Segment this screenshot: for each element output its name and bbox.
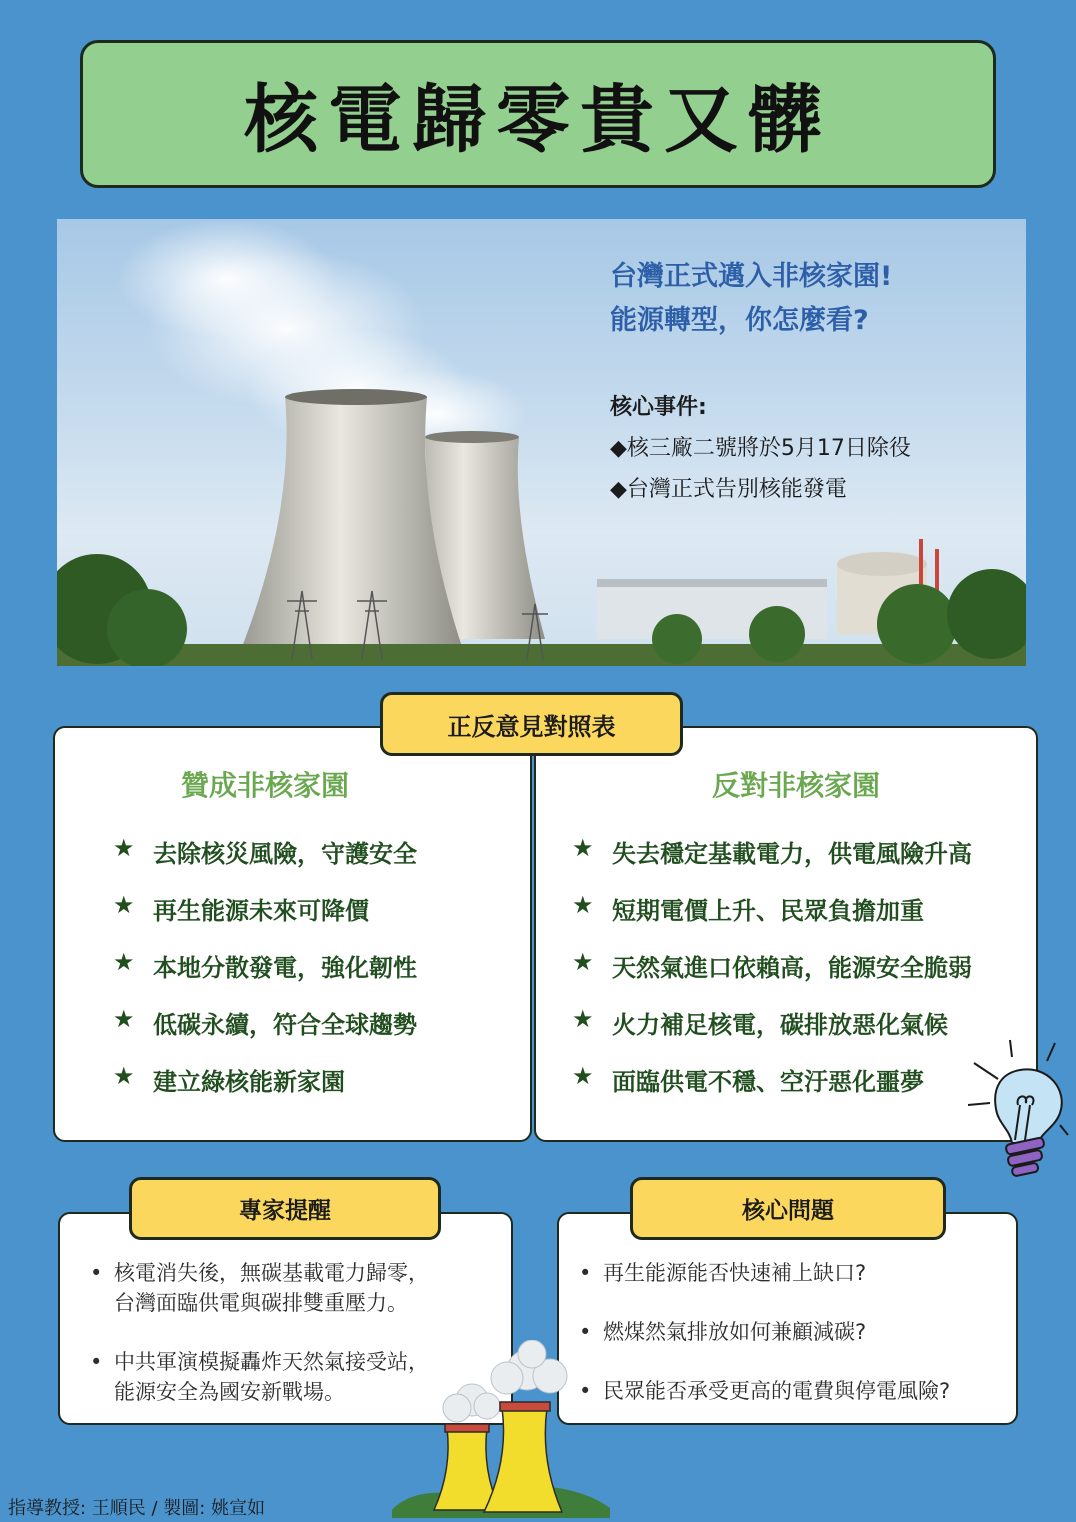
bullet-dot-icon: • (579, 1379, 592, 1403)
core-issues-tag (630, 1177, 946, 1240)
core-issue-item: • 燃煤然氣排放如何兼顧減碳? (579, 1317, 950, 1347)
bullet-dot-icon: • (90, 1350, 103, 1374)
pro-heading: 贊成非核家園 (180, 769, 349, 802)
headline-line-2: 能源轉型，你怎麼看? (610, 305, 869, 336)
pro-item: ★ 再生能源未來可降價 (113, 891, 369, 925)
pro-item: ★ 建立綠核能新家園 (113, 1062, 345, 1096)
lightbulb-icon (960, 1035, 1072, 1185)
con-item: ★ 面臨供電不穩、空汙惡化噩夢 (572, 1062, 924, 1096)
nuclear-plant-photo (57, 219, 1026, 666)
title-banner (80, 40, 996, 188)
star-icon: ★ (113, 1062, 135, 1090)
con-heading: 反對非核家園 (711, 769, 880, 802)
event-item: ◆台灣正式告別核能發電 (610, 477, 847, 502)
expert-item: • 中共軍演模擬轟炸天然氣接受站， 能源安全為國安新戰場。 (90, 1347, 429, 1407)
con-item: ★ 天然氣進口依賴高，能源安全脆弱 (572, 948, 972, 982)
credits-footer: 指導教授: 王順民 / 製圖: 姚宣如 (8, 1498, 266, 1519)
event-item: ◆核三廠二號將於5月17日除役 (610, 436, 911, 461)
expert-tag-label: 專家提醒 (239, 1198, 331, 1224)
con-item: ★ 短期電價上升、民眾負擔加重 (572, 891, 924, 925)
compare-tag (380, 692, 683, 756)
pro-item: ★ 去除核災風險，守護安全 (113, 834, 417, 868)
core-issues-tag-label: 核心問題 (742, 1198, 834, 1224)
core-issues-card (557, 1212, 1018, 1425)
star-icon: ★ (113, 891, 135, 919)
star-icon: ★ (572, 891, 594, 919)
pro-column (53, 726, 532, 1142)
bullet-dot-icon: • (579, 1320, 592, 1344)
expert-item: • 核電消失後，無碳基載電力歸零， 台灣面臨供電與碳排雙重壓力。 (90, 1258, 429, 1318)
pro-item: ★ 低碳永續，符合全球趨勢 (113, 1005, 417, 1039)
cooling-tower-icon (392, 1340, 612, 1520)
star-icon: ★ (572, 1062, 594, 1090)
core-events (610, 387, 911, 510)
star-icon: ★ (113, 948, 135, 976)
events-heading: 核心事件: (610, 395, 707, 420)
page-title: 核電歸零貴又髒 (244, 77, 832, 163)
star-icon: ★ (113, 1005, 135, 1033)
star-icon: ★ (572, 948, 594, 976)
con-item: ★ 火力補足核電，碳排放惡化氣候 (572, 1005, 948, 1039)
expert-tag (129, 1177, 441, 1240)
bullet-dot-icon: • (90, 1261, 103, 1285)
pro-item: ★ 本地分散發電，強化韌性 (113, 948, 417, 982)
star-icon: ★ (572, 834, 594, 862)
core-issue-item: • 民眾能否承受更高的電費與停電風險? (579, 1376, 950, 1406)
core-issue-item: • 再生能源能否快速補上缺口? (579, 1258, 950, 1288)
star-icon: ★ (113, 834, 135, 862)
headline-line-1: 台灣正式邁入非核家園! (610, 261, 893, 292)
photo-headline (610, 255, 892, 343)
compare-tag-label: 正反意見對照表 (447, 712, 616, 741)
comparison-table (53, 726, 1038, 1142)
star-icon: ★ (572, 1005, 594, 1033)
bullet-dot-icon: • (579, 1261, 592, 1285)
con-item: ★ 失去穩定基載電力，供電風險升高 (572, 834, 972, 868)
